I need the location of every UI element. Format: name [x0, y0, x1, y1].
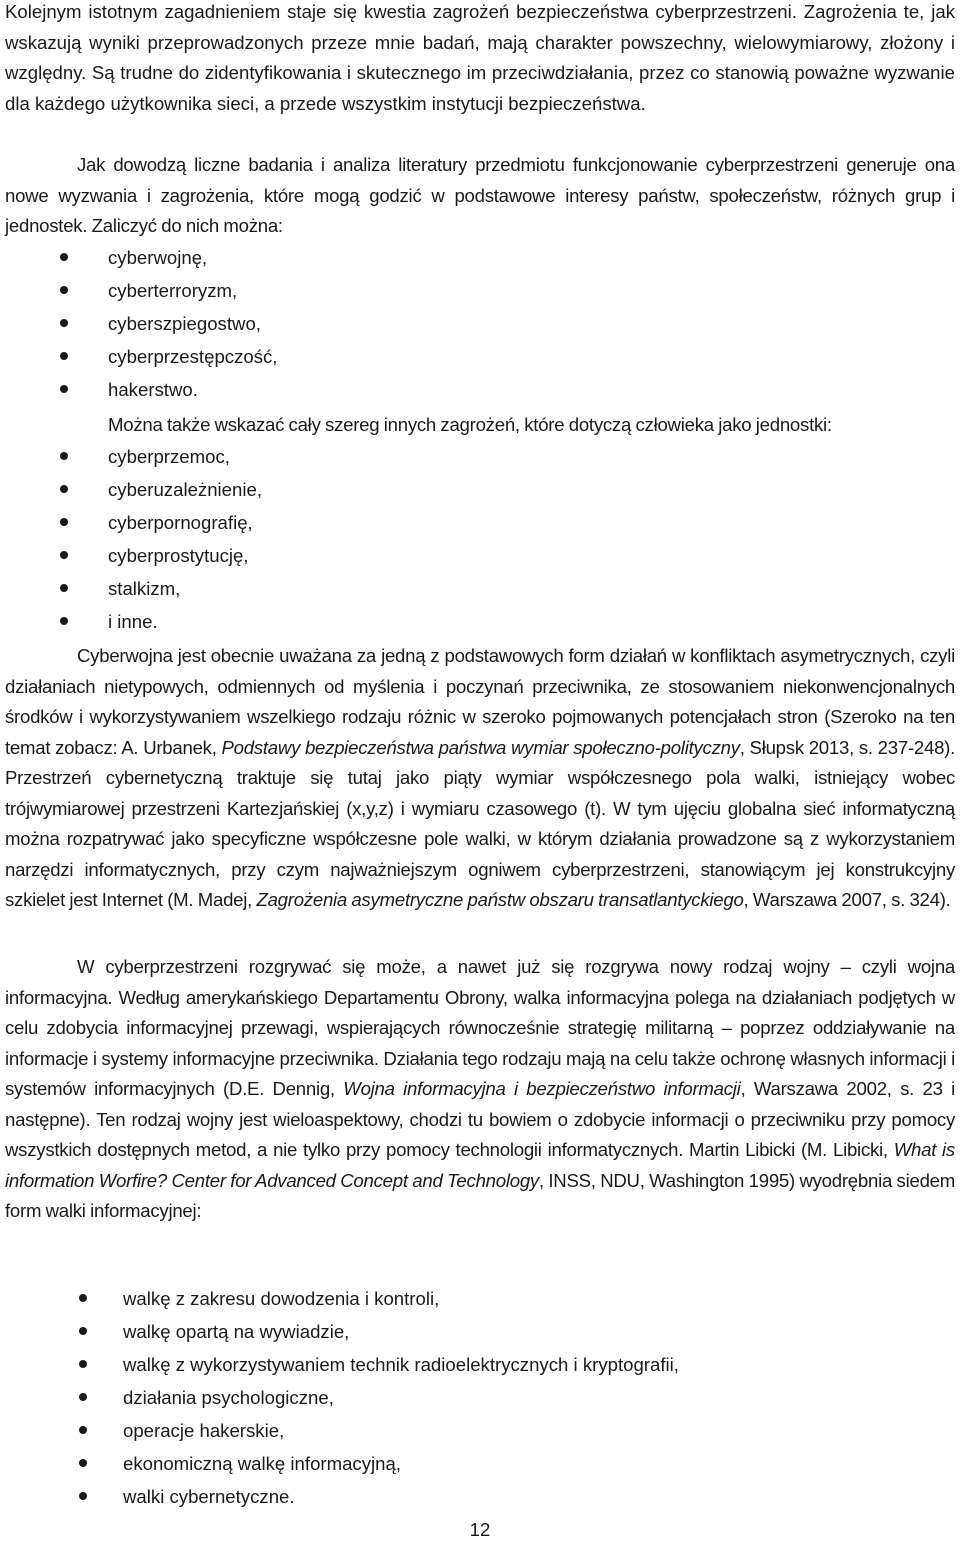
paragraph-threats-intro: [5, 0, 955, 119]
cited-title: Wojna informacyjna i bezpieczeństwo informacji: [343, 1078, 741, 1099]
list-item: walkę z zakresu dowodzenia i kontroli,: [5, 1282, 955, 1315]
paragraph-threats-list-intro: [5, 150, 955, 242]
list-item: walki cybernetyczne.: [5, 1480, 955, 1513]
paragraph-text: W cyberprzestrzeni rozgrywać się może, a nawet już się rozgrywa nowy rodzaj wojny – czyli wojna informacyjna. Według amerykańskiego Departamentu Obrony, walka informacyjna polega na działaniach podjętych w celu zdobycia informacyjnej przewagi, wspierających równocześnie strategię militarną – poprzez oddziaływanie na informacje i systemy informacyjne przeciwnika. Działania tego rodzaju mają na celu także ochronę własnych informacji i systemów informacyjnych (D.E. Dennig,: [5, 956, 955, 1099]
paragraph-text: Jak dowodzą liczne badania i analiza literatury przedmiotu funkcjonowanie cyberprzestrzeni generuje ona nowe wyzwania i zagrożenia, które mogą godzić w podstawowe interesy państw, społeczeństw, różnych grup i jednostek. Zaliczyć do nich można:: [5, 154, 955, 236]
document-page: [5, 0, 955, 1541]
list-item: działania psychologiczne,: [5, 1381, 955, 1414]
cited-title: Podstawy bezpieczeństwa państwa wymiar społeczno-polityczny: [221, 736, 740, 758]
paragraph-text: , Słupsk 2013, s. 237-248). Przestrzeń cybernetyczną traktuje się tutaj jako piąty wymiar współczesnego pola walki, istniejący wobec trójwymiarowej przestrzeni Kartezjańskiej (x,y,z) i wymiaru czasowego (t). W tym ujęciu globalna sieć informatyczną można rozpatrywać jako specyficzne współczesne pole walki, w którym działania prowadzone są z wykorzystaniem narzędzi informatycznych, przy czym najważniejszym ogniwem cyberprzestrzeni, stanowiącym jej konstrukcyjny szkielet jest Internet (M. Madej,: [5, 736, 956, 910]
list-item: i inne.: [5, 605, 955, 638]
paragraph-text: , INSS, NDU, Washington 1995) wyodrębnia siedem form walki informacyjnej:: [5, 1169, 955, 1221]
paragraph-cyberwar: [5, 641, 955, 916]
list-item: walkę z wykorzystywaniem technik radioelektrycznych i kryptografii,: [5, 1348, 955, 1381]
cited-title: What is information Worfire? Center for Advanced Concept and Technology: [5, 1139, 955, 1191]
paragraph-text: Cyberwojna jest obecnie uważana za jedną z podstawowych form działań w konfliktach asymetrycznych, czyli działaniach nietypowych, odmiennych od myślenia i poczynań przeciwnika, ze stosowaniem niekonwencjonalnych środków i wykorzystywaniem wszelkiego rodzaju różnic w szeroko pojmowanych potencjałach stron (Szeroko na ten temat zobacz: A. Urbanek,: [5, 645, 955, 758]
list-item: cyberpornografię,: [5, 506, 955, 539]
list-item: cyberprzestępczość,: [5, 340, 955, 373]
list-item: ekonomiczną walkę informacyjną,: [5, 1447, 955, 1480]
paragraph-text: , Warszawa 2007, s. 324).: [743, 889, 951, 910]
paragraph-information-war: [5, 952, 955, 1227]
bullet-list-individual-threats: [5, 440, 955, 638]
bullet-list-cyber-threats: [5, 241, 955, 406]
list-item: cyberwojnę,: [5, 241, 955, 274]
page-number: 12: [469, 1519, 491, 1540]
list-item: stalkizm,: [5, 572, 955, 605]
list-lead-in: Można także wskazać cały szereg innych zagrożeń, które dotyczą człowieka jako jednostki:: [108, 414, 832, 435]
bullet-list-information-warfare-forms: [5, 1282, 955, 1513]
list-item: cyberuzależnienie,: [5, 473, 955, 506]
list-item: operacje hakerskie,: [5, 1414, 955, 1447]
paragraph-text: Kolejnym istotnym zagadnieniem staje się kwestia zagrożeń bezpieczeństwa cyberprzestrzeni. Zagrożenia te, jak wskazują wyniki przeprowadzonych przeze mnie badań, mają charakter powszechny, wielowymiarowy, złożony i względny. Są trudne do zidentyfikowania i skutecznego im przeciwdziałania, przez co stanowią poważne wyzwanie dla każdego użytkownika sieci, a przede wszystkim instytucji bezpieczeństwa.: [5, 1, 955, 114]
list-item: cyberprzemoc,: [5, 440, 955, 473]
cited-title: Zagrożenia asymetryczne państw obszaru transatlantyckiego: [256, 889, 744, 910]
list-item: hakerstwo.: [5, 373, 955, 406]
list-item: cyberterroryzm,: [5, 274, 955, 307]
list-item: cyberszpiegostwo,: [5, 307, 955, 340]
list-item: cyberprostytucję,: [5, 539, 955, 572]
list-item: walkę opartą na wywiadzie,: [5, 1315, 955, 1348]
paragraph-text: , Warszawa 2002, s. 23 i następne). Ten rodzaj wojny jest wieloaspektowy, chodzi tu bowiem o zdobycie informacji o przeciwniku przy pomocy wszystkich dostępnych metod, a nie tylko przy pomocy technologii informatycznych. Martin Libicki (M. Libicki,: [5, 1078, 955, 1160]
